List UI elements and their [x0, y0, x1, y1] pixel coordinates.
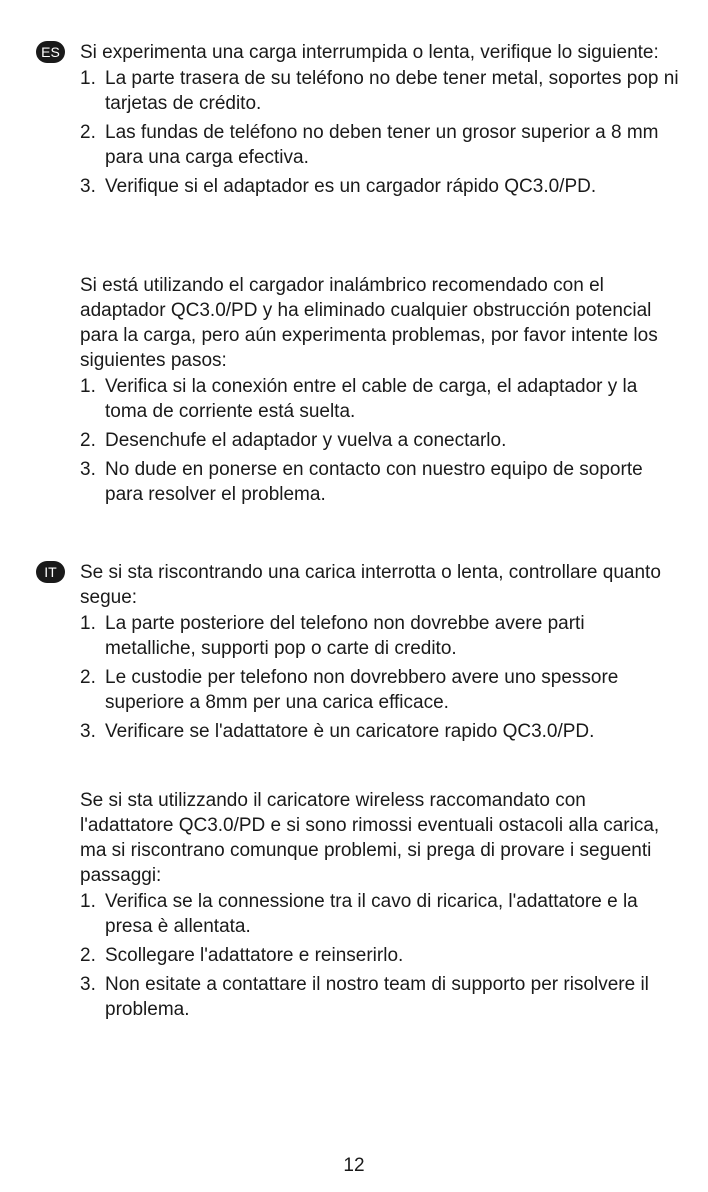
- list-number: 1.: [80, 613, 96, 634]
- list-text: No dude en ponerse en contacto con nuestro equipo de soporte para resolver el problema.: [105, 459, 643, 505]
- list-item: [80, 66, 680, 116]
- list-number: 2.: [80, 945, 96, 966]
- it-intro-2: Se si sta utilizzando il caricatore wireless raccomandato con l'adattatore QC3.0/PD e si sono rimossi eventuali ostacoli alla carica, ma si riscontrano comunque problemi, si prega di provare i seguenti passaggi:: [80, 790, 660, 886]
- language-badge-es: ES: [36, 41, 65, 63]
- list-text: Verifica se la connessione tra il cavo di ricarica, l'adattatore e la presa è allentata.: [105, 891, 638, 937]
- list-item: [80, 174, 680, 199]
- list-item: [80, 943, 680, 968]
- language-badge-it: IT: [36, 561, 65, 583]
- list-number: 2.: [80, 430, 96, 451]
- list-number: 3.: [80, 176, 96, 197]
- list-text: Verifica si la conexión entre el cable de carga, el adaptador y la toma de corriente está suelta.: [105, 376, 638, 422]
- list-text: La parte posteriore del telefono non dovrebbe avere parti metalliche, supporti pop o carte di credito.: [105, 613, 585, 659]
- list-number: 3.: [80, 459, 96, 480]
- list-text: Le custodie per telefono non dovrebbero avere uno spessore superiore a 8mm per una carica efficace.: [105, 667, 619, 713]
- list-number: 1.: [80, 891, 96, 912]
- list-item: [80, 611, 680, 661]
- list-number: 3.: [80, 974, 96, 995]
- section-es-troubleshoot: [80, 273, 680, 511]
- it-intro: Se si sta riscontrando una carica interrotta o lenta, controllare quanto segue:: [80, 562, 661, 608]
- page-number: 12: [343, 1155, 365, 1176]
- section-es: [41, 40, 680, 203]
- list-number: 2.: [80, 667, 96, 688]
- list-number: 1.: [80, 376, 96, 397]
- list-text: Desenchufe el adaptador y vuelva a conectarlo.: [105, 430, 507, 451]
- list-item: [80, 428, 680, 453]
- list-item: [80, 120, 680, 170]
- section-it: [44, 560, 680, 748]
- it-step-list: [80, 889, 680, 1022]
- list-item: [80, 889, 680, 939]
- list-text: Verificare se l'adattatore è un caricatore rapido QC3.0/PD.: [105, 721, 595, 742]
- list-number: 3.: [80, 721, 96, 742]
- list-item: [80, 374, 680, 424]
- list-item: [80, 457, 680, 507]
- list-item: [80, 972, 680, 1022]
- list-item: [80, 719, 680, 744]
- es-step-list: [80, 374, 680, 507]
- list-number: 1.: [80, 68, 96, 89]
- list-text: Verifique si el adaptador es un cargador rápido QC3.0/PD.: [105, 176, 597, 197]
- list-number: 2.: [80, 122, 96, 143]
- list-text: Scollegare l'adattatore e reinserirlo.: [105, 945, 404, 966]
- list-text: Non esitate a contattare il nostro team di supporto per risolvere il problema.: [105, 974, 649, 1020]
- it-check-list: [80, 611, 680, 744]
- list-text: Las fundas de teléfono no deben tener un grosor superior a 8 mm para una carga efectiva.: [105, 122, 659, 168]
- section-it-troubleshoot: [80, 788, 680, 1026]
- list-item: [80, 665, 680, 715]
- es-intro: Si experimenta una carga interrumpida o lenta, verifique lo siguiente:: [80, 42, 659, 63]
- es-check-list: [80, 66, 680, 199]
- es-intro-2: Si está utilizando el cargador inalámbrico recomendado con el adaptador QC3.0/PD y ha eliminado cualquier obstrucción potencial para la carga, pero aún experimenta problemas, por favor intente los siguientes pasos:: [80, 275, 658, 371]
- list-text: La parte trasera de su teléfono no debe tener metal, soportes pop ni tarjetas de crédito.: [105, 68, 679, 114]
